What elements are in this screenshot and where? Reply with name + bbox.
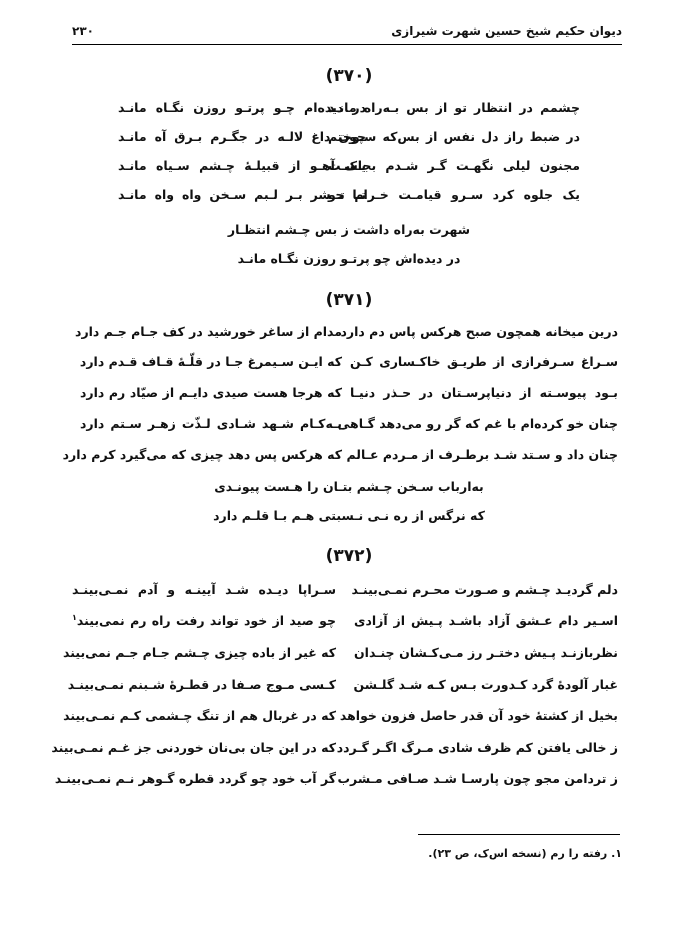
hemistich-left: که در غربال هم از تنگ چـشمی کـم نمـی‌بیند: [63, 708, 336, 723]
couplet: [63, 645, 618, 667]
final-hemistich-2: در دیده‌اش چو پرتـو روزن نگـاه مانـد: [237, 251, 461, 266]
couplet: [80, 385, 618, 407]
hemistich-left: که ایـن سـیمرغ جـا در قلّـهٔ قـاف قـدم دارد: [79, 354, 342, 369]
final-hemistich-2: که نرگس از ره نـی نـسبتی هـم بـا قلـم دارد: [213, 508, 485, 523]
hemistich-left: که هرجا هست صیدی دایـم از صیّاد رم دارد: [80, 385, 342, 400]
hemistich-left: چون داغ لالـه در جگـرم بـرق آه مانـد: [118, 129, 366, 144]
hemistich-right: مجنون لیلی نگهـت گـر شـدم بجاسـت: [328, 158, 580, 173]
hemistich-left: مدام از ساغر خورشید در کف جـام جـم دارد: [75, 324, 342, 339]
page-number: ۲۳۰: [72, 24, 94, 38]
hemistich-right: دلم گردیـد چـشم و صـورت محـرم نمـی‌بینـد: [351, 582, 618, 597]
hemistich-right: ز خالی یافتن کم ظرف شادی مـرگ اگـر گـردد: [336, 740, 618, 755]
footnote-marker: ۱: [72, 613, 77, 622]
hemistich-left: سـراپا دیـده شـد آیینـه و آدم نمـی‌بینـد: [72, 582, 336, 597]
couplet: [80, 416, 618, 438]
poem-number: (۳۷۲): [325, 546, 373, 566]
footnote: ۱. رفته را رم (نسخه اس‌ک، ص ۲۳).: [428, 847, 622, 860]
couplet: [118, 100, 580, 122]
couplet: [67, 677, 618, 699]
hemistich-left: گر آب خود چو گردد قطره گـوهر نـم نمـی‌بینـد: [54, 771, 336, 786]
footnote-rule: [418, 834, 620, 835]
hemistich-left: چو صید از خود تواند رفت راه رم نمی‌بیند$^۱$: [72, 613, 336, 629]
poem-number: (۳۷۰): [325, 66, 373, 86]
hemistich-right: چشمم در انتظار تو از بس بـه‌راه مانـد: [328, 100, 580, 115]
hemistich-left: که هرکس پس دهد چیزی که می‌گیرد کرم دارد: [62, 447, 342, 462]
page-header: [72, 24, 622, 44]
hemistich-right: در ضبط راز دل نفس از بس‌که سـوختم: [328, 129, 580, 144]
hemistich-right: چنان خو کرده‌ام با غم که گر رو می‌دهد گـاهی: [337, 416, 618, 431]
hemistich-right: اسـیر دام عـشق آزاد باشـد پـیش از آزادی: [354, 613, 618, 628]
couplet: [118, 129, 580, 151]
hemistich-right: چنان داد و سـتد شـد برطـرف از مـردم عـالم: [346, 447, 618, 462]
couplet: [54, 771, 618, 793]
couplet: [75, 324, 618, 346]
couplet: [118, 187, 580, 209]
hemistich-left: تـا حـشر بـر لـبم سـخن واه واه مانـد: [118, 187, 366, 202]
header-rule: [72, 44, 622, 45]
hemistich-right: ز تردامن مجو چون پارسـا شـد صـافی مـشرب: [337, 771, 618, 786]
book-title: دیوان حکیم شیخ حسین شهرت شیرازی: [391, 24, 622, 38]
hemistich-left: که غیر از باده چیزی چـشم جـام جـم نمی‌بیند: [63, 645, 336, 660]
hemistich-left: که در این جان بی‌نان خوردنی جز غـم نمـی‌بیند: [51, 740, 336, 755]
couplet: [51, 740, 618, 762]
couplet: [72, 582, 618, 604]
couplet: [118, 158, 580, 180]
couplet: [62, 447, 618, 469]
couplet: [80, 354, 618, 376]
couplet: [72, 613, 618, 635]
hemistich-right: غبار آلودهٔ گرد کـدورت بـس کـه شـد گلـشن: [353, 677, 618, 692]
hemistich-left: کـسی مـوج صـفا در قطـرهٔ شـبنم نمـی‌بینـد: [67, 677, 336, 692]
hemistich-left: بـه‌کـام شـهد شـادی لـذّت زهـر سـتم دارد: [80, 416, 342, 431]
hemistich-left: در دیده‌ام چـو پرتـو روزن نگـاه مانـد: [118, 100, 366, 115]
hemistich-left: یـک آهـو از قبیلـهٔ چـشم سـیاه مانـد: [118, 158, 366, 173]
couplet: [63, 708, 618, 730]
hemistich-right: بخیل از کشتهٔ خود آن قدر حاصل فزون خواهد: [339, 708, 618, 723]
poem-number: (۳۷۱): [325, 290, 373, 310]
hemistich-right: بـود پیوسـته از دنیاپرسـتان در حـذر دنیـا: [350, 385, 618, 400]
hemistich-right: سـراغ سـرفرازی از طریـق خاکـساری کـن: [350, 354, 618, 369]
hemistich-right: نظربازنـد پـیش دختـر رز مـی‌کـشان چنـدان: [354, 645, 618, 660]
final-hemistich-1: به‌ارباب سـخن چـشم بتـان را هـست پیونـدی: [214, 479, 484, 494]
hemistich-right: یک جلوه کرد سـرو قیامـت خـرام تـو: [328, 187, 580, 202]
hemistich-right: درین میخانه همچون صبح هرکس پاس دم دارد: [340, 324, 618, 339]
final-hemistich-1: شهرت به‌راه داشت ز بس چـشم انتظـار: [227, 222, 471, 237]
